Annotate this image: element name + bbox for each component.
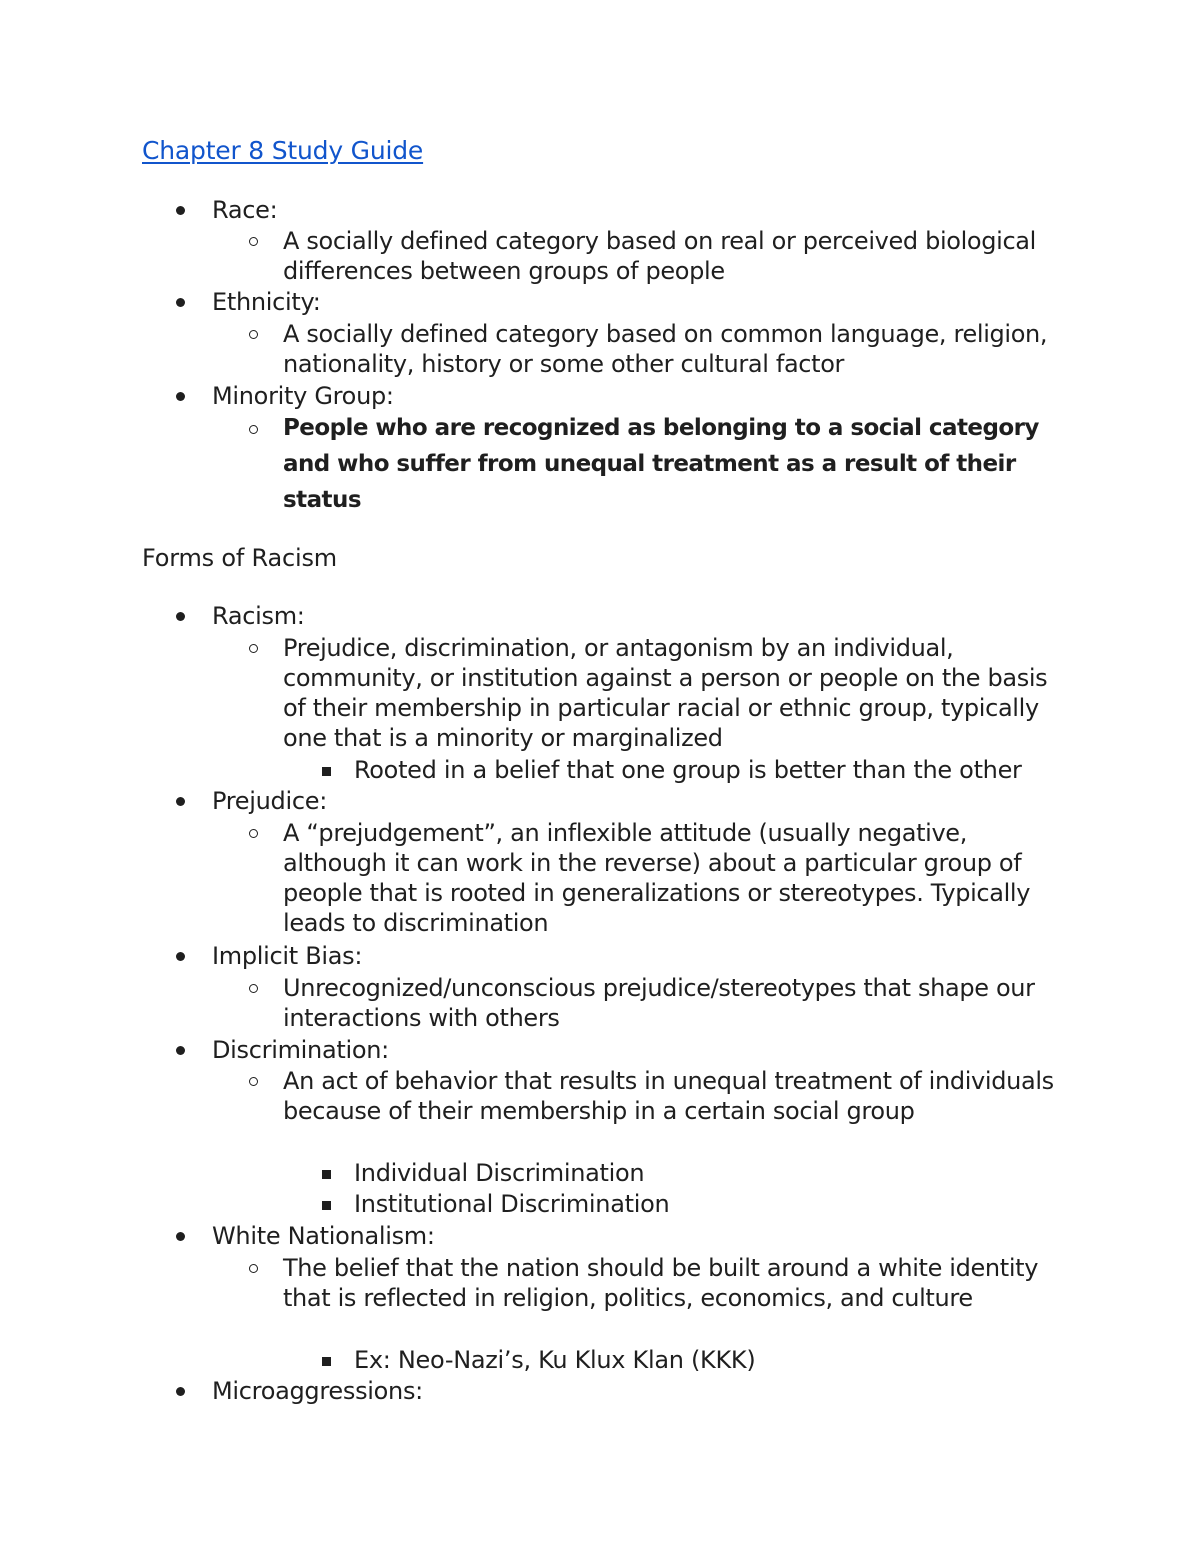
term-ethnicity: Ethnicity: bbox=[212, 288, 321, 316]
definition-ethnicity: A socially defined category based on common language, religion, nationality, history or some other cultural factor bbox=[283, 320, 1048, 378]
square-bullet-icon bbox=[322, 1170, 331, 1179]
bullet-icon bbox=[176, 1387, 185, 1396]
term-white-nationalism: White Nationalism: bbox=[212, 1222, 435, 1250]
circle-bullet-icon bbox=[249, 237, 258, 246]
bullet-icon bbox=[176, 1046, 185, 1055]
subpoint-individual-discrimination: Individual Discrimination bbox=[354, 1159, 645, 1187]
square-bullet-icon bbox=[322, 1357, 331, 1366]
definition-discrimination: An act of behavior that results in unequal treatment of individuals because of their membership in a certain social group bbox=[283, 1067, 1054, 1125]
bullet-icon bbox=[176, 298, 185, 307]
circle-bullet-icon bbox=[249, 1077, 258, 1086]
definition-implicit-bias: Unrecognized/unconscious prejudice/stereotypes that shape our interactions with others bbox=[283, 974, 1035, 1032]
subpoint-racism: Rooted in a belief that one group is better than the other bbox=[354, 756, 1022, 784]
definition-prejudice: A “prejudgement”, an inflexible attitude (usually negative, although it can work in the reverse) about a particular group of people that is rooted in generalizations or stereotypes. Typically leads to discrimination bbox=[283, 819, 1031, 937]
subpoint-white-nationalism: Ex: Neo-Nazi’s, Ku Klux Klan (KKK) bbox=[354, 1346, 756, 1374]
circle-bullet-icon bbox=[249, 984, 258, 993]
bullet-icon bbox=[176, 392, 185, 401]
bullet-icon bbox=[176, 1232, 185, 1241]
circle-bullet-icon bbox=[249, 1264, 258, 1273]
term-race: Race: bbox=[212, 196, 278, 224]
document-title-link[interactable]: Chapter 8 Study Guide bbox=[142, 136, 424, 165]
definition-white-nationalism: The belief that the nation should be built around a white identity that is reflected in religion, politics, economics, and culture bbox=[283, 1254, 1039, 1312]
term-racism: Racism: bbox=[212, 602, 305, 630]
circle-bullet-icon bbox=[249, 425, 258, 434]
subpoint-institutional-discrimination: Institutional Discrimination bbox=[354, 1190, 670, 1218]
bullet-icon bbox=[176, 612, 185, 621]
bullet-icon bbox=[176, 952, 185, 961]
definition-race: A socially defined category based on real or perceived biological differences between groups of people bbox=[283, 227, 1036, 285]
term-implicit-bias: Implicit Bias: bbox=[212, 942, 363, 970]
section-heading: Forms of Racism bbox=[142, 544, 337, 572]
square-bullet-icon bbox=[322, 1201, 331, 1210]
bullet-icon bbox=[176, 797, 185, 806]
square-bullet-icon bbox=[322, 767, 331, 776]
bullet-icon bbox=[176, 206, 185, 215]
circle-bullet-icon bbox=[249, 330, 258, 339]
term-minority-group: Minority Group: bbox=[212, 382, 394, 410]
definition-minority-group: People who are recognized as belonging to a social category and who suffer from unequal treatment as a result of their status bbox=[283, 415, 1039, 513]
term-discrimination: Discrimination: bbox=[212, 1036, 389, 1064]
circle-bullet-icon bbox=[249, 644, 258, 653]
definition-racism: Prejudice, discrimination, or antagonism by an individual, community, or institution against a person or people on the basis of their membership in particular racial or ethnic group, typically one that is a minority or marginalized bbox=[283, 634, 1048, 752]
term-prejudice: Prejudice: bbox=[212, 787, 327, 815]
circle-bullet-icon bbox=[249, 829, 258, 838]
term-microaggressions: Microaggressions: bbox=[212, 1377, 423, 1405]
